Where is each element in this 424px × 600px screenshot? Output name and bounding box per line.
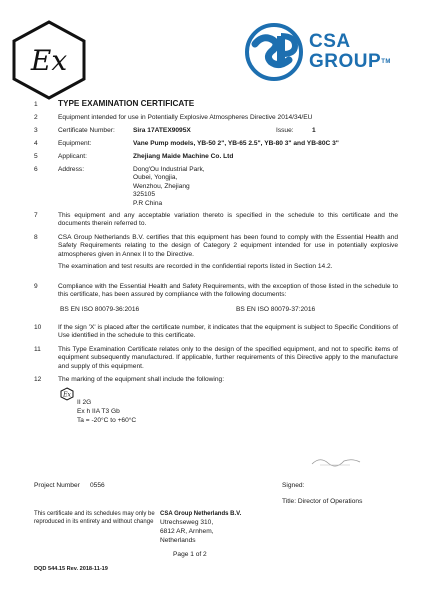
- issue-value: 1: [312, 127, 316, 134]
- applicant-value: Zhejiang Maide Machine Co. Ltd: [133, 153, 234, 160]
- ex-hexagon-logo: [8, 19, 90, 101]
- item-number: 8: [34, 234, 38, 241]
- svg-text:Ex: Ex: [63, 391, 71, 399]
- address-line: P.R China: [133, 199, 163, 207]
- address-line: Dong'Ou Industrial Park,: [133, 166, 205, 173]
- paragraph-11: This Type Examination Certificate relates only to the design of the specified equipment, and not to specific items of equipment subsequently manufactured. If applicable, further requirements of this Directive apply to the manufacture and supply of this equipment.: [58, 346, 398, 370]
- issue-label: Issue:: [276, 127, 294, 134]
- paragraph-8b: The examination and test results are recorded in the confidential reports listed in Section 14.2.: [58, 263, 333, 270]
- item-number: 6: [34, 166, 38, 173]
- marking-line-2: Ex h IIA T3 Gb: [77, 408, 120, 415]
- item-number: 4: [34, 140, 38, 147]
- certificate-title: TYPE EXAMINATION CERTIFICATE: [58, 99, 195, 108]
- address-label: Address:: [58, 166, 85, 173]
- item-number: 9: [34, 283, 38, 290]
- paragraph-12: The marking of the equipment shall include the following:: [58, 376, 225, 383]
- item-number: 3: [34, 127, 38, 134]
- ex-small-icon: [60, 387, 74, 401]
- applicant-label: Applicant:: [58, 153, 87, 160]
- item-number: 12: [34, 376, 42, 383]
- disclaimer-line-2: reproduced in its entirety and without change: [34, 519, 154, 525]
- certificate-number-value: Sira 17ATEX9095X: [133, 127, 191, 134]
- company-address-1: Utrechseweg 310,: [160, 519, 214, 526]
- standard-1: BS EN ISO 80079-36:2016: [60, 306, 140, 313]
- address-line: Oubei, Yongjia,: [133, 174, 178, 182]
- company-address-3: Netherlands: [160, 537, 196, 544]
- item-number: 2: [34, 114, 38, 121]
- item-number: 1: [34, 101, 38, 108]
- address-line: Wenzhou, Zhejiang: [133, 182, 190, 190]
- item-number: 11: [34, 346, 41, 353]
- equipment-value: Vane Pump models, YB-50 2", YB-65 2.5", YB-80 3" and YB-80C 3": [133, 140, 339, 147]
- standard-2: BS EN ISO 80079-37:2016: [236, 306, 316, 313]
- ex-logo-text: Ex: [30, 44, 68, 77]
- csa-sp-emblem: [243, 22, 305, 82]
- signature-image: [310, 454, 370, 468]
- directive-line: Equipment intended for use in Potentially Explosive Atmospheres Directive 2014/34/EU: [58, 114, 313, 121]
- paragraph-7: This equipment and any acceptable variation thereto is specified in the schedule to this certificate and the documents therein referred to.: [58, 212, 398, 228]
- project-number-label: Project Number: [34, 482, 80, 489]
- certificate-number-label: Certificate Number:: [58, 127, 115, 134]
- csa-tm: TM: [381, 59, 391, 65]
- csa-text-line2: GROUP: [309, 51, 382, 72]
- signatory-title: Title: Director of Operations: [282, 498, 363, 505]
- signed-label: Signed:: [282, 482, 305, 489]
- company-address-2: 6812 AR, Arnhem,: [160, 528, 214, 535]
- document-reference: DQD 544.15 Rev. 2018-11-19: [34, 566, 108, 572]
- marking-line-3: Ta = -20°C to +60°C: [77, 417, 137, 424]
- page-indicator: Page 1 of 2: [173, 551, 207, 558]
- project-number-value: 0556: [90, 482, 105, 489]
- paragraph-8: CSA Group Netherlands B.V. certifies that this equipment has been found to comply with the Essential Health and Safety Requirements relating to the design of Category 2 equipment intended for use in potentially explosive atmospheres given in Annex II to the Directive.: [58, 234, 398, 258]
- csa-text-line1: CSA: [309, 31, 351, 52]
- disclaimer-line-1: This certificate and its schedules may only be: [34, 511, 155, 517]
- address-line: 325105: [133, 191, 156, 199]
- marking-line-1: II 2G: [77, 399, 92, 406]
- equipment-label: Equipment:: [58, 140, 92, 147]
- paragraph-10: If the sign 'X' is placed after the certificate number, it indicates that the equipment is subject to Specific Conditions of Use identified in the schedule to this certificate.: [58, 324, 398, 340]
- address-block: [133, 166, 205, 208]
- item-number: 10: [34, 324, 42, 331]
- company-name: CSA Group Netherlands B.V.: [160, 511, 242, 517]
- item-number: 7: [34, 212, 38, 219]
- csa-group-logo: [243, 22, 413, 82]
- item-number: 5: [34, 153, 38, 160]
- paragraph-9: Compliance with the Essential Health and Safety Requirements, with the exception of those listed in the schedule to this certificate, has been assured by compliance with the following documents:: [58, 283, 398, 299]
